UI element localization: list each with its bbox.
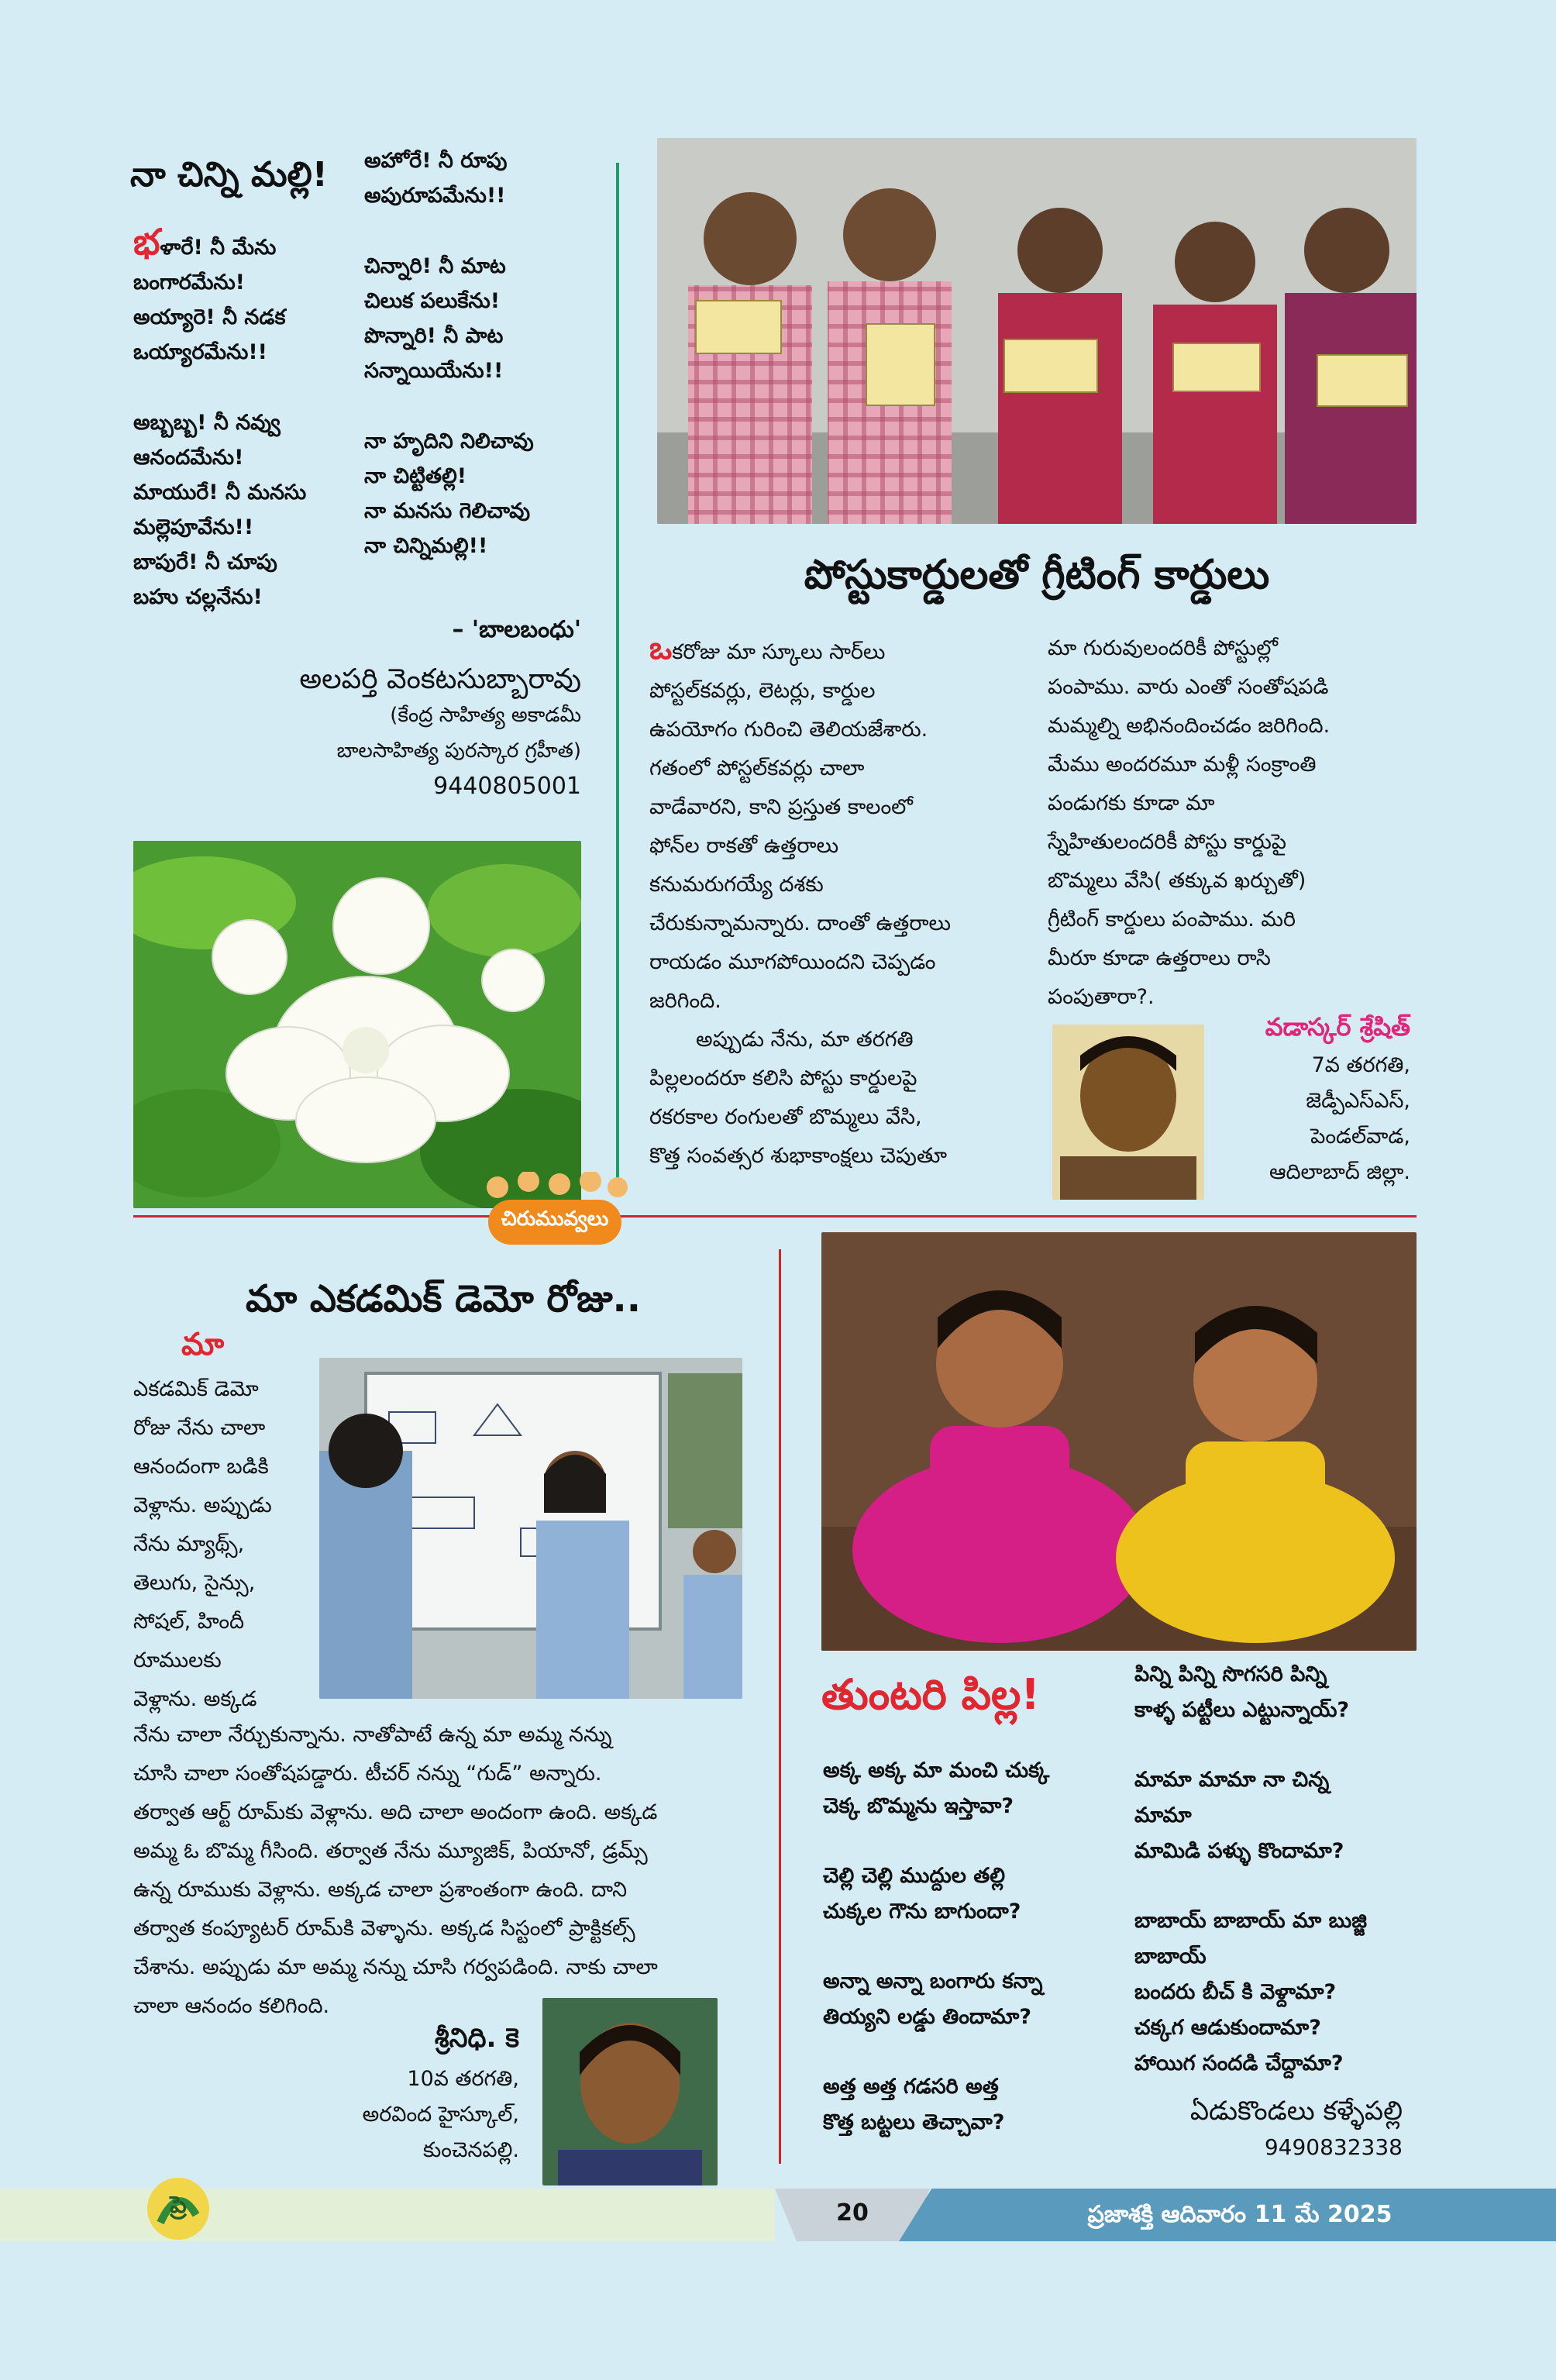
poem-stanza: అబ్బబ్బ! నీ నవ్వు ఆనందమేను! మాయురే! నీ మనసు మల్లెపూవేను!! బాపురే! నీ చూపు బహు చల్లనేను!	[133, 411, 307, 609]
boy-portrait	[1052, 1025, 1204, 1200]
greeting-drop-letter: ఒ	[649, 631, 673, 666]
rhyme-left-column: అక్క అక్క మా మంచి చుక్క చెక్క బొమ్మను ఇస్తావా? చెల్లి చెల్లి ముద్దుల తల్లి చుక్కల గౌను బాగుందా? అన్నా అన్నా బంగారు కన్నా తియ్యని లడ్డు తిందామా? అత్త అత్త గడసరి అత్త కొత్త బట్టలు తెచ్చావా?	[823, 1758, 1050, 2134]
demo-author-details: 10వ తరగతి, అరవింద హైస్కూల్, కుంచెనపల్లి.	[362, 2067, 519, 2162]
bottom-column-divider	[779, 1249, 781, 2164]
rhyme-right-column: పిన్ని పిన్ని సొగసరి పిన్ని కాళ్ళ పట్టీలు ఎట్టున్నాయ్? మామా మామా నా చిన్న మామా మామిడి పళ్ళు కొందామా? బాబాయ్ బాబాయ్ మా బుజ్జి బాబాయ్ బందరు బీచ్ కి వెళ్దామా? చక్కగ ఆడుకుందామా? హాయిగ సందడి చేద్దామా?	[1134, 1662, 1367, 2075]
poem-stanza: చిన్నారి! నీ మాట చిలుక పలుకేను! పొన్నారి! నీ పాట సన్నాయియేను!!	[364, 254, 506, 383]
poem-column-2	[364, 143, 597, 599]
section-badge	[474, 1172, 637, 1249]
demo-author: శ్రీనిధి. కె	[434, 2023, 519, 2054]
rhyme-title: తుంటరి పిల్ల!	[821, 1670, 1040, 1719]
section-divider	[133, 1215, 1417, 1218]
students-postcards-photo	[657, 138, 1417, 524]
poem-stanza: భళారే! నీ మేను బంగారమేను! అయ్యారె! నీ నడక ఒయ్యారమేను!!	[133, 221, 286, 364]
poem-phone: 9440805001	[433, 773, 581, 800]
jasmine-flower-illustration	[133, 841, 581, 1208]
poem-source: – 'బాలబంధు'	[452, 616, 581, 643]
classroom-illustration	[319, 1358, 742, 1699]
author-photo-girl	[542, 1998, 718, 2185]
greeting-author-details: 7వ తరగతి, జెడ్పీఎస్ఎస్, పెండల్‌వాడ, ఆదిలాబాద్ జిల్లా.	[1269, 1053, 1410, 1184]
girls-illustration	[821, 1232, 1417, 1651]
column-divider	[616, 163, 619, 1193]
girl-portrait	[542, 1998, 718, 2185]
poem-credit: – 'బాలబంధు' అలపర్తి వెంకటసుబ్బారావు (కేంద్ర సాహిత్య అకాడమీ బాలసాహిత్య పురస్కార గ్రహీత) 9440805001	[232, 612, 581, 804]
poem-title: నా చిన్ని మల్లి!	[130, 155, 328, 195]
demo-drop-word: మా	[181, 1327, 225, 1362]
jasmine-flower-photo	[133, 841, 581, 1208]
publication-logo	[143, 2168, 213, 2246]
poem-stanza: అహోరే! నీ రూపు అపురూపమేను!!	[364, 149, 508, 208]
poem-stanza: నా హృదిని నిలిచావు నా చిట్టితల్లి! నా మనసు గెలిచావు నా చిన్నిమల్లి!!	[364, 429, 534, 558]
demo-narrow-column: ఎకడమిక్ డెమో రోజు నేను చాలా ఆనందంగా బడికి వెళ్లాను. అప్పుడు నేను మ్యాథ్స్, తెలుగు, సైన్సు, సోషల్, హిందీ రూములకు వెళ్లాను. అక్కడ	[133, 1377, 272, 1711]
rhyme-phone: 9490832338	[1264, 2134, 1403, 2160]
greeting-title: పోస్టుకార్డులతో గ్రీటింగ్ కార్డులు	[804, 552, 1270, 598]
footer-publication: ప్రజాశక్తి ఆదివారం 11 మే 2025	[1087, 2201, 1392, 2228]
footer-page-number: 20	[836, 2199, 869, 2227]
rhyme-author: ఏడుకొండలు కళ్ళేపల్లి	[1189, 2096, 1403, 2127]
poem-drop-letter: భ	[133, 221, 160, 263]
greeting-author: వడాస్కర్ శ్రేషిత్	[1265, 1012, 1410, 1042]
demo-wide-text: నేను చాలా నేర్చుకున్నాను. నాతోపాటే ఉన్న మా అమ్మ నన్ను చూసి చాలా సంతోషపడ్డారు. టీచర్ నన్ను “గుడ్” అన్నారు. తర్వాత ఆర్ట్ రూమ్‌కు వెళ్లాను. అది చాలా అందంగా ఉంది. అక్కడ అమ్మ ఓ బొమ్మ గీసింది. తర్వాత నేను మ్యూజిక్, పియానో, డ్రమ్స్ ఉన్న రూముకు వెళ్లాను. అక్కడ చాలా ప్రశాంతంగా ఉంది. దాని తర్వాత కంప్యూటర్ రూమ్‌కి వెళ్ళాను. అక్కడ సిస్టంలో ప్రాక్టికల్స్ చేశాను. అప్పుడు మా అమ్మ నన్ను చూసి గర్వపడింది. నాకు చాలా చాలా ఆనందం కలిగింది.	[133, 1723, 658, 2018]
logo-text: ప్రె	[170, 2192, 187, 2219]
greeting-column-1: ఒకరోజు మా స్కూలు సార్‌లు పోస్టల్‌కవర్లు, లెటర్లు, కార్డుల ఉపయోగం గురించి తెలియజేశారు. గతంలో పోస్టల్‌కవర్లు చాలా వాడేవారని, కాని ప్రస్తుత కాలంలో ఫోన్‌ల రాకతో ఉత్తరాలు కనుమరుగయ్యే దశకు చేరుకున్నామన్నారు. దాంతో ఉత్తరాలు రాయడం మూగపోయిందని చెప్పడం జరిగింది. అప్పుడు నేను, మా తరగతి పిల్లలందరూ కలిసి పోస్టు కార్డులపై రకరకాల రంగులతో బొమ్మలు వేసి, కొత్త సంవత్సర శుభాకాంక్షలు చెపుతూ	[649, 631, 952, 1168]
section-badge-label: చిరుమువ్వలు	[501, 1207, 609, 1231]
two-girls-photo	[821, 1232, 1417, 1651]
footer-bar-left	[0, 2189, 775, 2241]
poem-column-1	[133, 221, 350, 650]
greeting-column-2: మా గురువులందరికీ పోస్టుల్లో పంపాము. వారు ఎంతో సంతోషపడి మమ్మల్ని అభినందించడం జరిగింది. మేము అందరమూ మళ్లీ సంక్రాంతి పండుగకు కూడా మా స్నేహితులందరికీ పోస్టు కార్డుపై బొమ్మలు వేసి( తక్కువ ఖర్చుతో) గ్రీటింగ్ కార్డులు పంపాము. మరి మీరూ కూడా ఉత్తరాలు రాసి పంపుతారా?.	[1048, 636, 1331, 1009]
students-illustration	[657, 138, 1417, 524]
author-photo-boy	[1052, 1025, 1204, 1200]
demo-title: మా ఎకడమిక్ డెమో రోజు..	[245, 1277, 642, 1321]
classroom-demo-photo	[319, 1358, 742, 1699]
poem-author: అలపర్తి వెంకటసుబ్బారావు	[299, 663, 581, 695]
